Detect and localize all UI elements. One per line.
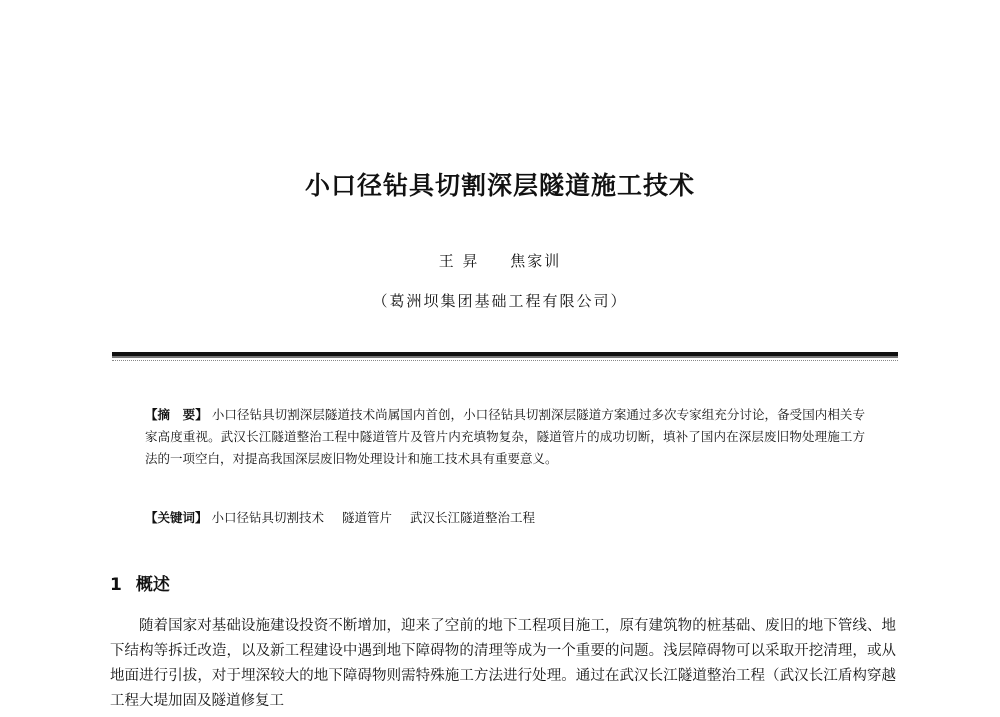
keyword: 隧道管片 xyxy=(342,510,393,525)
section-number: 1 xyxy=(110,575,122,595)
affiliation: （葛洲坝集团基础工程有限公司） xyxy=(372,292,628,310)
keyword: 小口径钻具切割技术 xyxy=(211,510,325,525)
section-heading xyxy=(110,570,170,595)
header-divider xyxy=(112,352,898,356)
header-divider-thin xyxy=(112,360,898,361)
abstract-text: 小口径钻具切割深层隧道技术尚属国内首创，小口径钻具切割深层隧道方案通过多次专家组充分讨论，备受国内相关专家高度重视。武汉长江隧道整治工程中隧道管片及管片内充填物复杂，隧道管片的成功切断，填补了国内在深层废旧物处理施工方法的一项空白，对提高我国深层废旧物处理设计和施工技术具有重要意义。 xyxy=(145,407,865,466)
author-name: 焦家训 xyxy=(510,252,562,270)
keyword: 武汉长江隧道整治工程 xyxy=(410,510,536,525)
author-name: 王 昇 xyxy=(438,252,480,270)
keywords xyxy=(145,507,865,529)
author-line xyxy=(0,250,1000,271)
section-title: 概述 xyxy=(135,575,170,595)
abstract xyxy=(145,404,865,470)
body-paragraph: 随着国家对基础设施建设投资不断增加，迎来了空前的地下工程项目施工，原有建筑物的桩基础、废旧的地下管线、地下结构等拆迁改造，以及新工程建设中遇到地下障碍物的清理等成为一个重要的问题。浅层障碍物可以采取开挖清理，或从地面进行引拔，对于埋深较大的地下障碍物则需特殊施工方法进行处理。通过在武汉长江隧道整治工程（武汉长江盾构穿越工程大堤加固及隧道修复工 xyxy=(110,618,896,709)
abstract-label: 【摘 要】 xyxy=(145,407,208,422)
keywords-label: 【关键词】 xyxy=(145,510,208,525)
paper-title: 小口径钻具切割深层隧道施工技术 xyxy=(304,171,695,200)
